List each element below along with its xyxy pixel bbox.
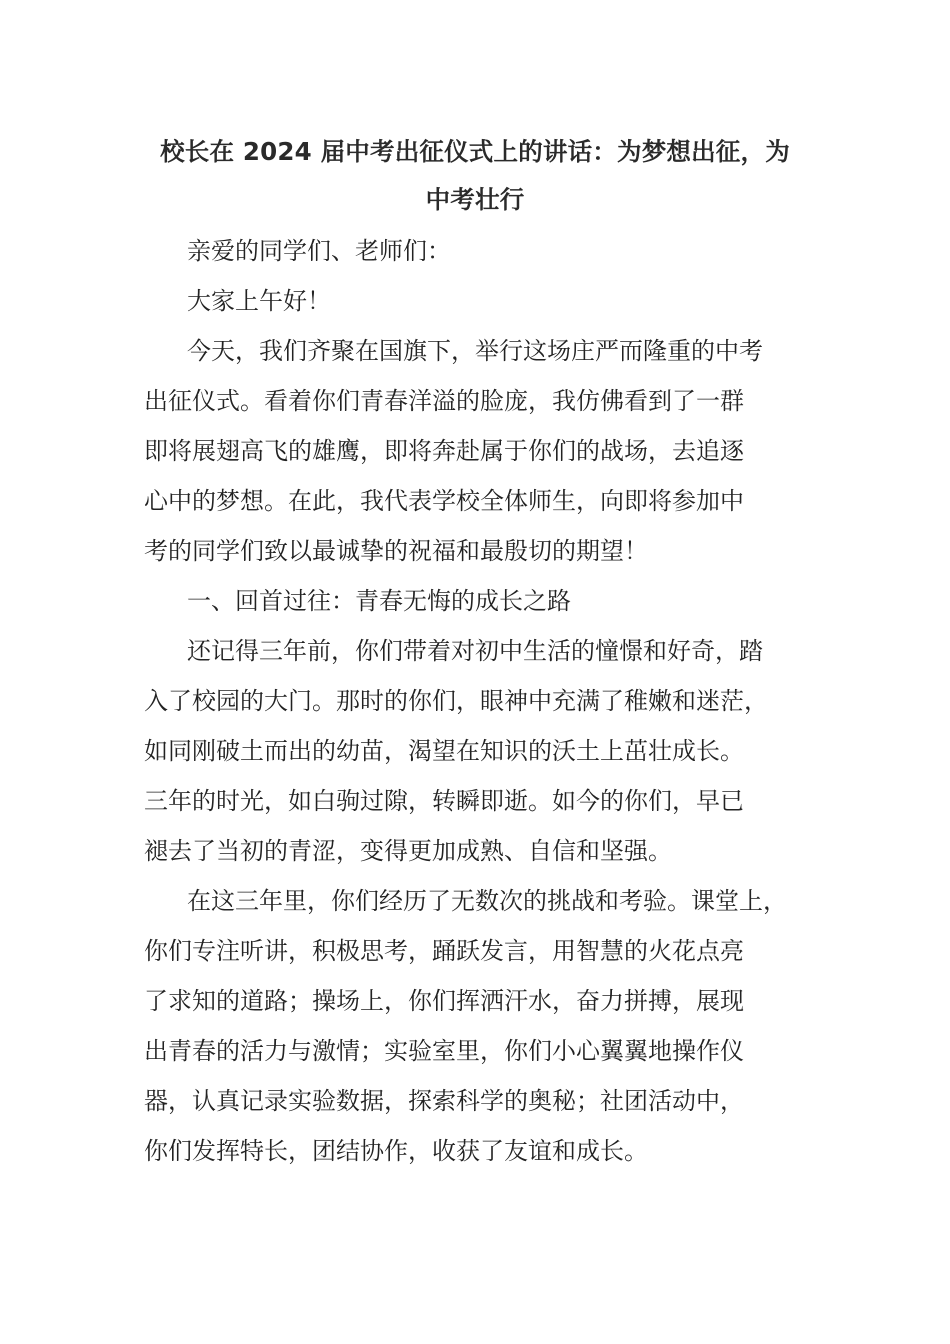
text-line: 考的同学们致以最诚挚的祝福和最殷切的期望！	[144, 537, 648, 565]
text-line: 在这三年里，你们经历了无数次的挑战和考验。课堂上，	[187, 887, 787, 915]
text-line: 出青春的活力与激情；实验室里，你们小心翼翼地操作仪	[144, 1037, 744, 1065]
text-line: 一、回首过往：青春无悔的成长之路	[187, 587, 571, 615]
text-line: 心中的梦想。在此，我代表学校全体师生，向即将参加中	[144, 487, 744, 515]
text-line: 入了校园的大门。那时的你们，眼神中充满了稚嫩和迷茫，	[144, 687, 768, 715]
title-line-1: 校长在 2024 届中考出征仪式上的讲话：为梦想出征，为	[160, 137, 790, 166]
text-line: 你们专注听讲，积极思考，踊跃发言，用智慧的火花点亮	[144, 937, 744, 965]
text-line: 如同刚破土而出的幼苗，渴望在知识的沃土上茁壮成长。	[144, 737, 744, 765]
text-line: 器，认真记录实验数据，探索科学的奥秘；社团活动中，	[144, 1087, 744, 1115]
document-title	[134, 128, 816, 224]
text-line: 大家上午好！	[187, 287, 331, 315]
text-line: 即将展翅高飞的雄鹰，即将奔赴属于你们的战场，去追逐	[144, 437, 744, 465]
text-line: 褪去了当初的青涩，变得更加成熟、自信和坚强。	[144, 837, 672, 865]
text-line: 亲爱的同学们、老师们：	[187, 237, 451, 265]
text-line: 今天，我们齐聚在国旗下，举行这场庄严而隆重的中考	[187, 337, 763, 365]
text-line: 还记得三年前，你们带着对初中生活的憧憬和好奇，踏	[187, 637, 763, 665]
text-line: 你们发挥特长，团结协作，收获了友谊和成长。	[144, 1137, 648, 1165]
text-line: 三年的时光，如白驹过隙，转瞬即逝。如今的你们，早已	[144, 787, 744, 815]
text-line: 了求知的道路；操场上，你们挥洒汗水，奋力拼搏，展现	[144, 987, 744, 1015]
document-page	[144, 128, 806, 1176]
title-line-2: 中考壮行	[425, 185, 525, 214]
document-body	[144, 226, 806, 1176]
text-line: 出征仪式。看着你们青春洋溢的脸庞，我仿佛看到了一群	[144, 387, 744, 415]
